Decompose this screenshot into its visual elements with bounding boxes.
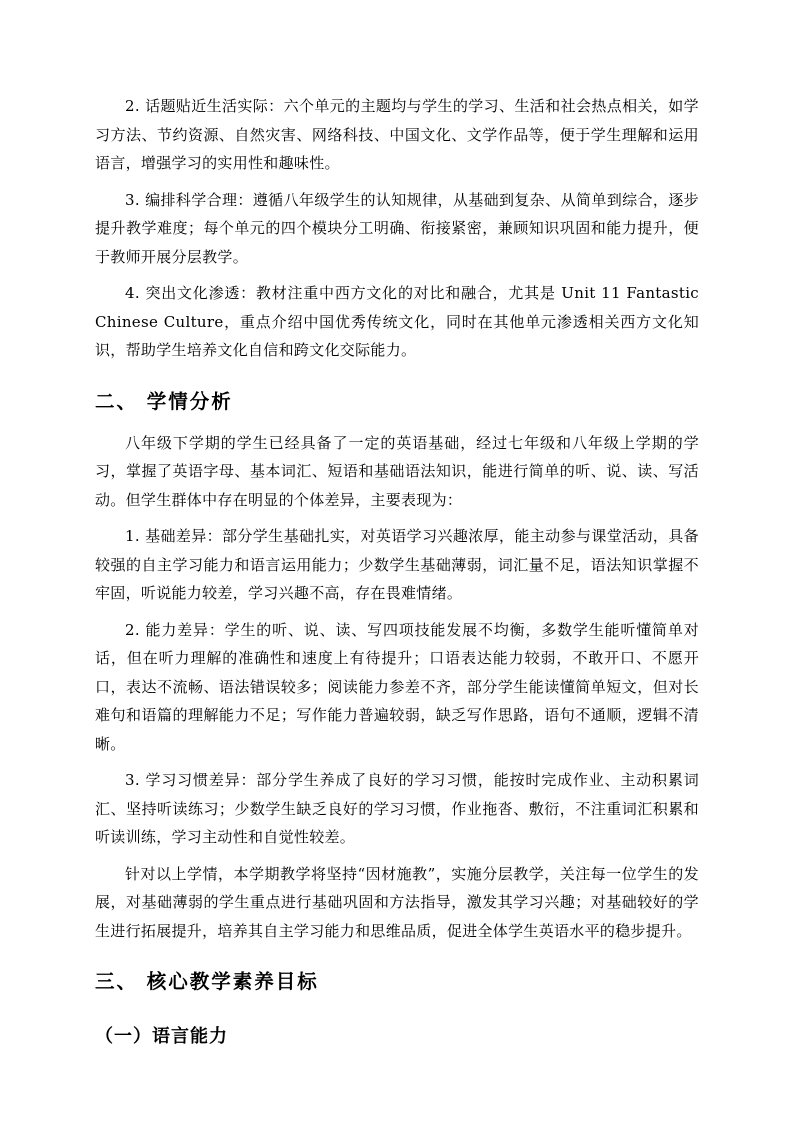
paragraph-scientific-arrangement: 3. 编排科学合理：遵循八年级学生的认知规律，从基础到复杂、从简单到综合，逐步提升教学难度；每个单元的四个模块分工明确、衔接紧密，兼顾知识巩固和能力提升，便于教师开展分层教学。 — [95, 190, 699, 266]
paragraph-habit-difference: 3. 学习习惯差异：部分学生养成了良好的学习习惯，能按时完成作业、主动积累词汇、坚持听读练习；少数学生缺乏良好的学习习惯，作业拖沓、敷衍，不注重词汇积累和听读训练，学习主动性和自觉性较差。 — [95, 771, 699, 846]
paragraph-cultural-infiltration: 4. 突出文化渗透：教材注重中西方文化的对比和融合，尤其是 Unit 11 Fantastic Chinese Culture，重点介绍中国优秀传统文化，同时在其他单元渗透相关西方文化知识，帮助学生培养文化自信和跨文化交际能力。 — [95, 284, 699, 359]
paragraph-student-overview: 八年级下学期的学生已经具备了一定的英语基础，经过七年级和八年级上学期的学习，掌握了英语字母、基本词汇、短语和基础语法知识，能进行简单的听、说、读、写活动。但学生群体中存在明显的个体差异，主要表现为： — [95, 433, 699, 509]
subsection-heading-language-ability: （一）语言能力 — [95, 1026, 228, 1047]
section-heading-student-analysis: 二、 学情分析 — [95, 389, 233, 413]
paragraph-teaching-strategy: 针对以上学情，本学期教学将坚持“因材施教”，实施分层教学，关注每一位学生的发展，对基础薄弱的学生重点进行基础巩固和方法指导，激发其学习兴趣；对基础较好的学生进行拓展提升，培养其自主学习能力和思维品质，促进全体学生英语水平的稳步提升。 — [95, 864, 699, 940]
paragraph-foundation-difference: 1. 基础差异：部分学生基础扎实，对英语学习兴趣浓厚，能主动参与课堂活动，具备较强的自主学习能力和语言运用能力；少数学生基础薄弱，词汇量不足，语法知识掌握不牢固，听说能力较差，学习兴趣不高，存在畏难情绪。 — [95, 527, 699, 602]
section-heading-core-literacy-goals: 三、 核心教学素养目标 — [95, 970, 319, 993]
paragraph-ability-difference: 2. 能力差异：学生的听、说、读、写四项技能发展不均衡，多数学生能听懂简单对话，但在听力理解的准确性和速度上有待提升；口语表达能力较弱，不敢开口、不愿开口，表达不流畅、语法错误较多；阅读能力参差不齐，部分学生能读懂简单短文，但对长难句和语篇的理解能力不足；写作能力普遍较弱，缺乏写作思路，语句不通顺，逻辑不清晰。 — [95, 620, 699, 753]
paragraph-topic-relevance: 2. 话题贴近生活实际：六个单元的主题均与学生的学习、生活和社会热点相关，如学习方法、节约资源、自然灾害、网络科技、中国文化、文学作品等，便于学生理解和运用语言，增强学习的实用性和趣味性。 — [95, 97, 699, 172]
document-body — [95, 92, 699, 1051]
